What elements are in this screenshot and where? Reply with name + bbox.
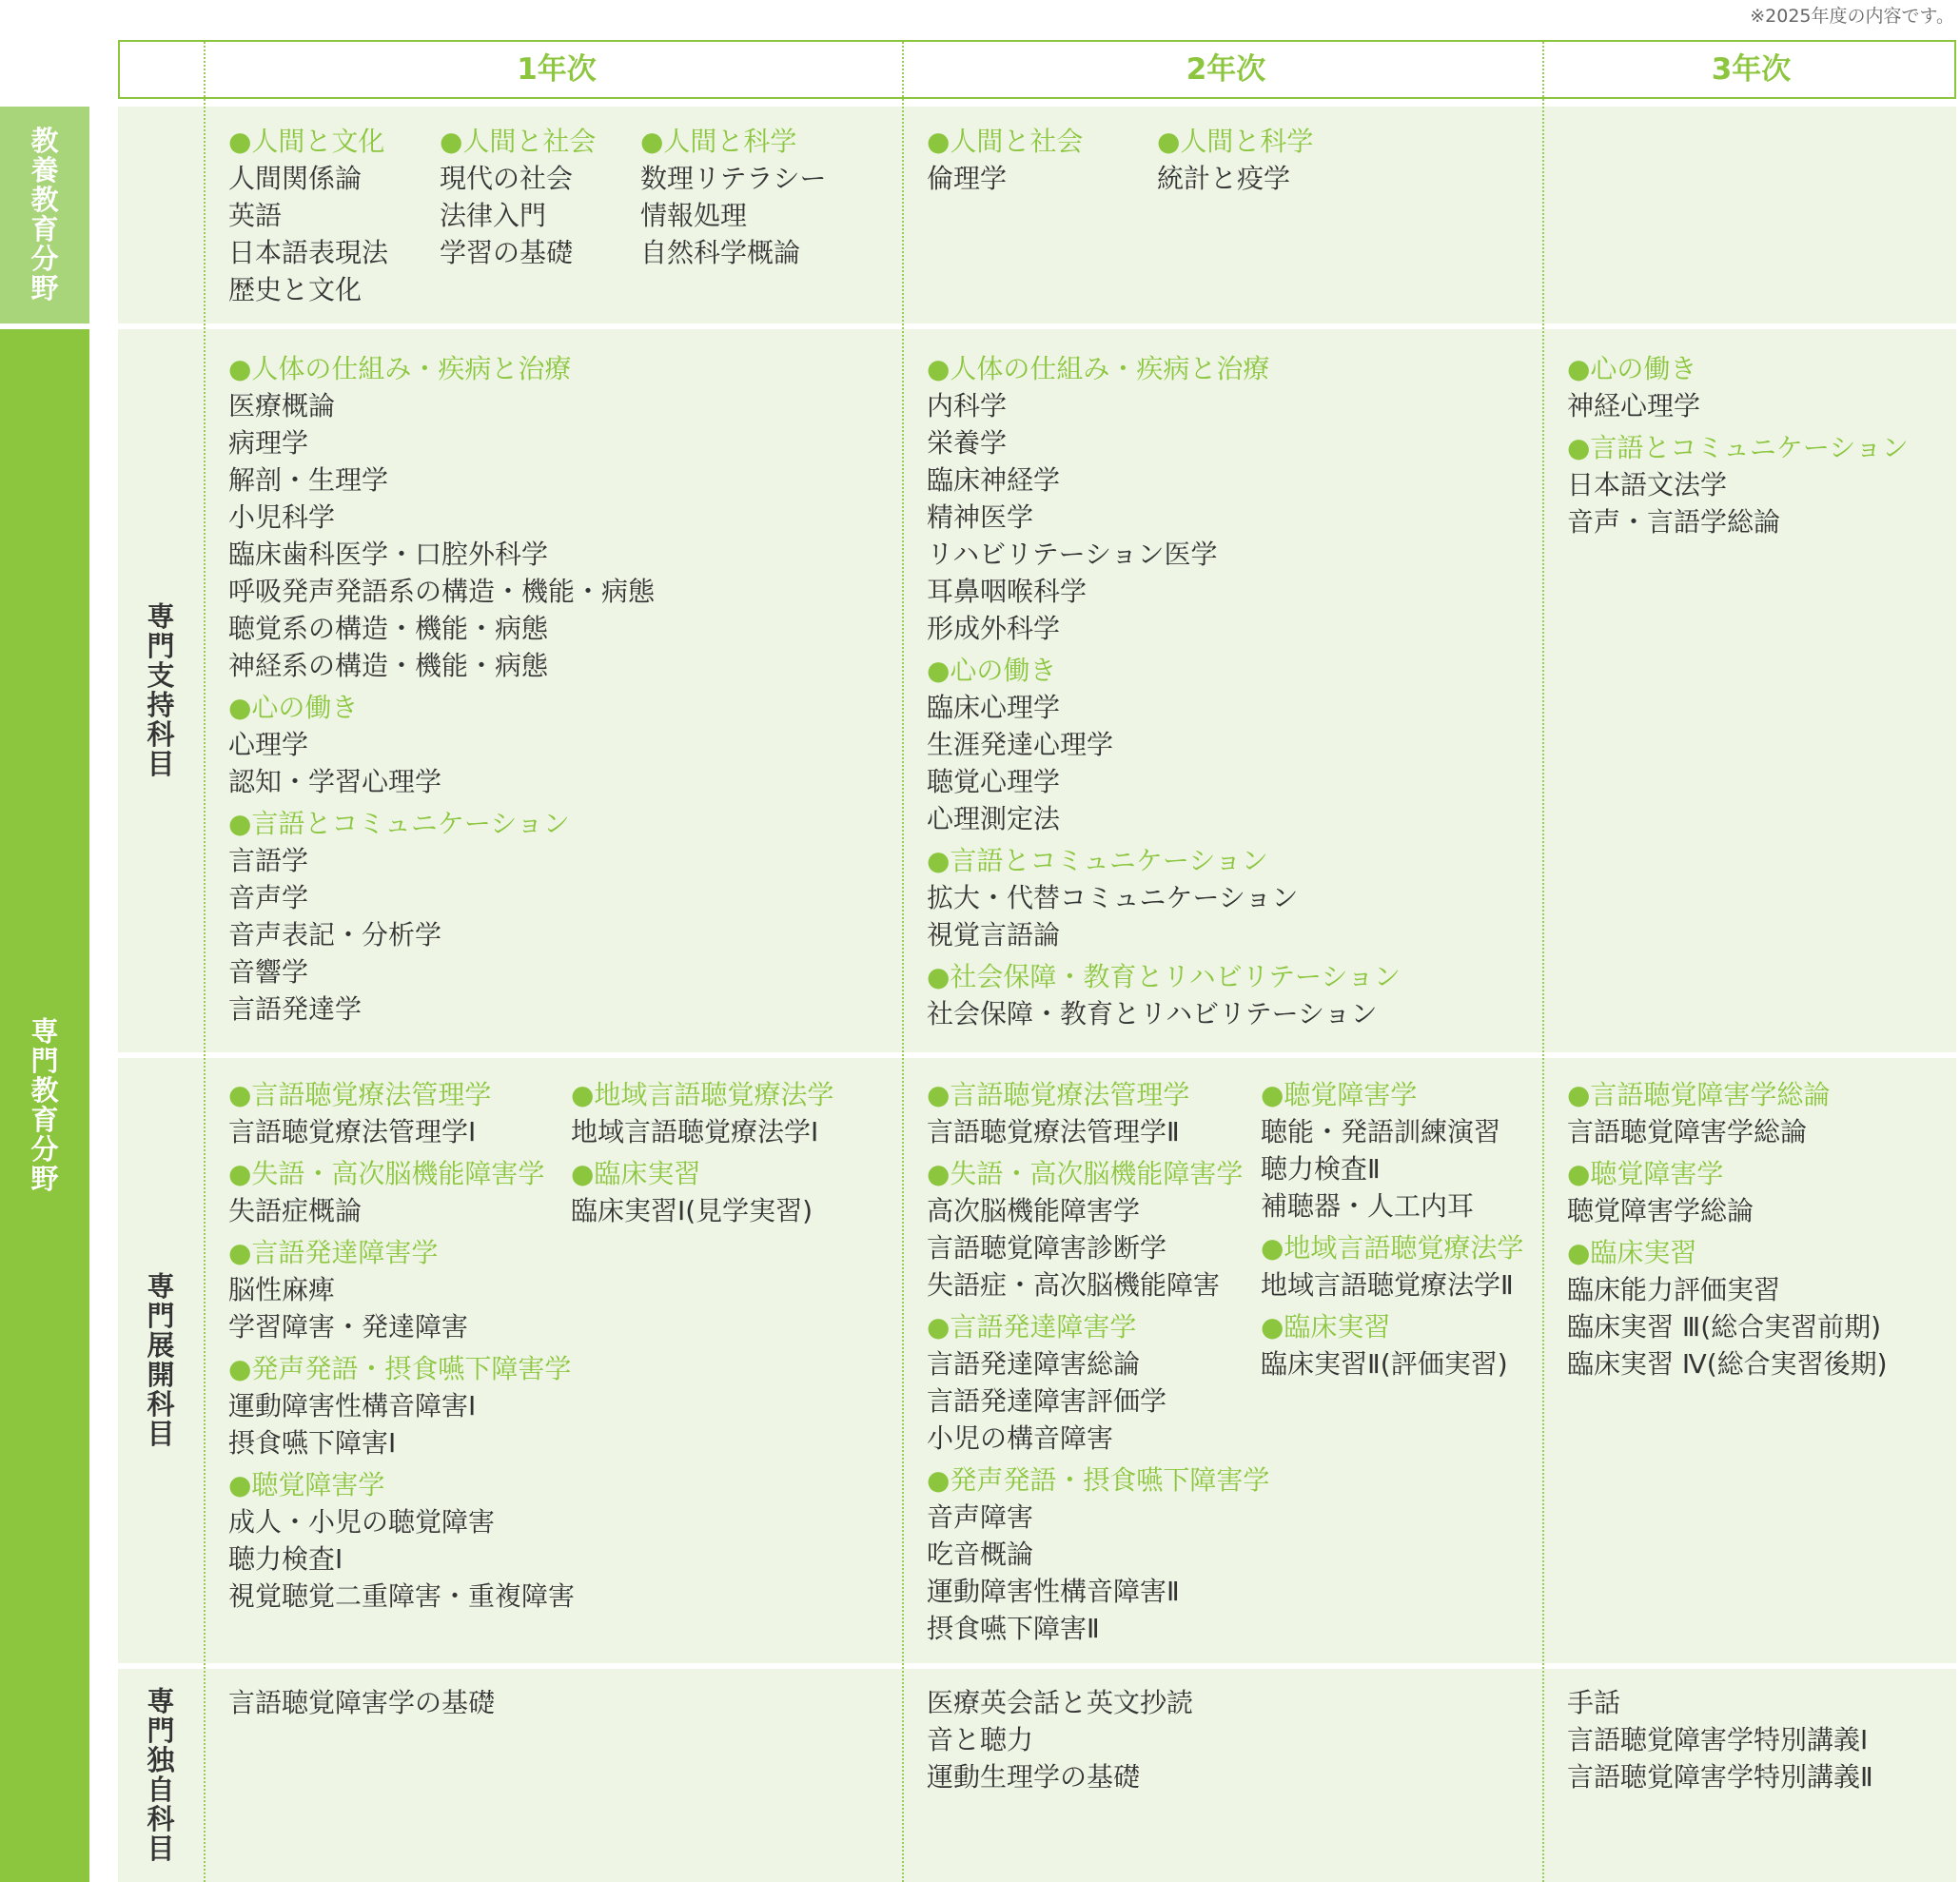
subject-group-heading: ●言語聴覚障害学総論 [1567, 1079, 1831, 1110]
course-item: 言語聴覚療法管理学Ⅱ [927, 1116, 1180, 1147]
course-item: 摂食嚥下障害Ⅰ [228, 1427, 397, 1459]
specialized-field-label: 専門教育分野 [0, 329, 89, 1882]
course-item: 神経系の構造・機能・病態 [228, 650, 549, 681]
subject-group-heading: ●心の働き [927, 655, 1057, 686]
course-item: 数理リテラシー [640, 163, 827, 194]
subject-group-heading: ●言語とコミュニケーション [927, 845, 1268, 876]
support-y1-col [228, 351, 655, 1028]
course-item: 吃音概論 [927, 1539, 1034, 1570]
subject-group-heading: ●言語聴覚療法管理学 [228, 1079, 492, 1110]
course-item: 言語聴覚療法管理学Ⅰ [228, 1116, 477, 1147]
course-item: 拡大・代替コミュニケーション [927, 882, 1299, 913]
course-item: 心理測定法 [927, 803, 1061, 834]
subject-group-heading: ●人体の仕組み・疾病と治療 [228, 353, 572, 384]
subject-group-heading: ●言語聴覚療法管理学 [927, 1079, 1190, 1110]
course-item: 内科学 [927, 390, 1008, 421]
course-item: 耳鼻咽喉科学 [927, 576, 1088, 607]
year-3-header: 3年次 [1711, 52, 1792, 87]
course-item: 臨床歯科医学・口腔外科学 [228, 539, 549, 570]
course-item: 臨床実習Ⅰ(見学実習) [571, 1195, 813, 1226]
subject-group-heading: ●人間と社会 [440, 126, 597, 157]
course-item: 解剖・生理学 [228, 464, 389, 496]
course-item: 脳性麻痺 [228, 1274, 336, 1305]
general-field-label: 教養教育分野 [0, 107, 89, 323]
course-item: 失語症概論 [228, 1195, 363, 1226]
subject-group-heading: ●臨床実習 [571, 1158, 701, 1189]
course-item: 英語 [228, 200, 283, 231]
course-item: 高次脳機能障害学 [927, 1195, 1141, 1226]
course-item: 病理学 [228, 427, 309, 459]
general-y1-col-a [228, 124, 388, 308]
unique-y3-col [1567, 1684, 1873, 1795]
course-item: 臨床神経学 [927, 464, 1061, 496]
subject-group-heading: ●人間と科学 [640, 126, 797, 157]
subject-group-heading: ●心の働き [228, 692, 359, 723]
support-y2-col [927, 351, 1401, 1032]
course-item: 人間関係論 [228, 163, 363, 194]
subject-group-heading: ●聴覚障害学 [1261, 1079, 1418, 1110]
course-item: 聴力検査Ⅰ [228, 1543, 343, 1575]
course-item: 聴覚障害学総論 [1567, 1195, 1754, 1226]
course-item: 視覚言語論 [927, 919, 1061, 951]
course-item: 学習の基礎 [440, 237, 574, 268]
course-item: 心理学 [228, 729, 309, 760]
course-item: 情報処理 [640, 200, 748, 231]
course-item: 音声表記・分析学 [228, 919, 442, 951]
development-y1-col-b [571, 1077, 833, 1229]
course-item: 言語聴覚障害診断学 [927, 1232, 1167, 1264]
development-y1-col-a [228, 1077, 575, 1615]
course-item: 聴能・発語訓練演習 [1261, 1116, 1501, 1147]
subject-group-heading: ●人間と文化 [228, 126, 385, 157]
course-item: 歴史と文化 [228, 274, 363, 305]
course-item: 小児科学 [228, 501, 336, 533]
course-item: 生涯発達心理学 [927, 729, 1114, 760]
subject-group-heading: ●失語・高次脳機能障害学 [228, 1158, 545, 1189]
year-1-header: 1年次 [517, 52, 597, 87]
column-divider [204, 42, 206, 1882]
course-item: 言語発達学 [228, 993, 363, 1025]
course-item: 臨床実習 Ⅳ(総合実習後期) [1567, 1348, 1888, 1380]
unique-category-label: 専門独自科目 [147, 1685, 175, 1865]
course-item: 栄養学 [927, 427, 1008, 459]
course-item: 医療概論 [228, 390, 336, 421]
course-item: 認知・学習心理学 [228, 766, 442, 797]
subject-group-heading: ●社会保障・教育とリハビリテーション [927, 961, 1401, 992]
subject-group-heading: ●地域言語聴覚療法学 [1261, 1232, 1524, 1264]
development-y3-col [1567, 1077, 1888, 1382]
course-item: 聴覚心理学 [927, 766, 1061, 797]
course-item: 小児の構音障害 [927, 1422, 1114, 1454]
course-item: 臨床実習 Ⅲ(総合実習前期) [1567, 1311, 1882, 1343]
course-item: 臨床能力評価実習 [1567, 1274, 1781, 1305]
course-item: 自然科学概論 [640, 237, 801, 268]
course-item: 地域言語聴覚療法学Ⅱ [1261, 1269, 1514, 1301]
general-y2-col-a [927, 124, 1083, 197]
course-item: 言語聴覚障害学の基礎 [228, 1687, 496, 1718]
subject-group-heading: ●発声発語・摂食嚥下障害学 [228, 1353, 572, 1384]
course-item: 社会保障・教育とリハビリテーション [927, 998, 1378, 1029]
course-item: 医療英会話と英文抄読 [927, 1687, 1194, 1718]
course-item: 地域言語聴覚療法学Ⅰ [571, 1116, 819, 1147]
course-item: 言語発達障害総論 [927, 1348, 1141, 1380]
unique-y1-col [228, 1684, 495, 1721]
course-item: 失語症・高次脳機能障害 [927, 1269, 1221, 1301]
subject-group-heading: ●聴覚障害学 [228, 1469, 385, 1500]
course-item: 摂食嚥下障害Ⅱ [927, 1613, 1100, 1644]
course-item: 言語学 [228, 845, 309, 876]
course-item: 精神医学 [927, 501, 1034, 533]
course-item: 音声障害 [927, 1501, 1034, 1533]
course-item: 日本語文法学 [1567, 469, 1728, 500]
subject-group-heading: ●人間と社会 [927, 126, 1084, 157]
development-y2-col-b [1261, 1077, 1523, 1382]
subject-group-heading: ●発声発語・摂食嚥下障害学 [927, 1464, 1270, 1496]
course-item: 運動障害性構音障害Ⅱ [927, 1576, 1180, 1607]
subject-group-heading: ●言語とコミュニケーション [1567, 432, 1909, 463]
year-header [118, 40, 1956, 99]
course-item: 手話 [1567, 1687, 1621, 1718]
subject-group-heading: ●人体の仕組み・疾病と治療 [927, 353, 1270, 384]
general-y1-col-b [440, 124, 596, 271]
year-2-header: 2年次 [1186, 52, 1266, 87]
course-item: 現代の社会 [440, 163, 574, 194]
subject-group-heading: ●言語とコミュニケーション [228, 808, 570, 839]
subject-group-heading: ●心の働き [1567, 353, 1697, 384]
course-item: 臨床心理学 [927, 692, 1061, 723]
support-y3-col [1567, 351, 1909, 540]
subject-group-heading: ●言語発達障害学 [927, 1311, 1137, 1343]
subject-group-heading: ●臨床実習 [1567, 1237, 1697, 1268]
course-item: 倫理学 [927, 163, 1008, 194]
development-category-label: 専門展開科目 [147, 1270, 175, 1450]
course-item: 言語聴覚障害学特別講義Ⅰ [1567, 1724, 1869, 1755]
course-item: 言語発達障害評価学 [927, 1385, 1167, 1417]
course-item: 視覚聴覚二重障害・重複障害 [228, 1580, 576, 1612]
course-item: 聴覚系の構造・機能・病態 [228, 613, 549, 644]
subject-group-heading: ●臨床実習 [1261, 1311, 1391, 1343]
general-y1-col-c [640, 124, 826, 271]
course-item: 聴力検査Ⅱ [1261, 1153, 1381, 1185]
subject-group-heading: ●地域言語聴覚療法学 [571, 1079, 834, 1110]
course-item: 運動生理学の基礎 [927, 1761, 1141, 1793]
course-item: 統計と疫学 [1157, 163, 1291, 194]
course-item: 学習障害・発達障害 [228, 1311, 469, 1343]
course-item: 運動障害性構音障害Ⅰ [228, 1390, 477, 1421]
course-item: 言語聴覚障害学特別講義Ⅱ [1567, 1761, 1873, 1793]
course-item: 音声学 [228, 882, 309, 913]
subject-group-heading: ●聴覚障害学 [1567, 1158, 1724, 1189]
course-item: 日本語表現法 [228, 237, 389, 268]
general-y2-col-b [1157, 124, 1313, 197]
course-item: 音声・言語学総論 [1567, 506, 1781, 538]
course-item: 補聴器・人工内耳 [1261, 1190, 1475, 1222]
course-item: 成人・小児の聴覚障害 [228, 1506, 496, 1538]
development-y2-col-a [927, 1077, 1269, 1647]
note-text: ※2025年度の内容です。 [1750, 6, 1954, 27]
course-item: 音響学 [228, 956, 309, 988]
course-item: 音と聴力 [927, 1724, 1034, 1755]
subject-group-heading: ●人間と科学 [1157, 126, 1314, 157]
course-item: 呼吸発声発語系の構造・機能・病態 [228, 576, 656, 607]
course-item: 臨床実習Ⅱ(評価実習) [1261, 1348, 1508, 1380]
subject-group-heading: ●失語・高次脳機能障害学 [927, 1158, 1244, 1189]
unique-y2-col [927, 1684, 1193, 1795]
column-divider [902, 42, 904, 1882]
column-divider [1542, 42, 1544, 1882]
course-item: 言語聴覚障害学総論 [1567, 1116, 1808, 1147]
support-category-label: 専門支持科目 [147, 600, 175, 780]
course-item: リハビリテーション医学 [927, 539, 1218, 570]
course-item: 形成外科学 [927, 613, 1061, 644]
subject-group-heading: ●言語発達障害学 [228, 1237, 439, 1268]
course-item: 法律入門 [440, 200, 547, 231]
course-item: 神経心理学 [1567, 390, 1701, 421]
